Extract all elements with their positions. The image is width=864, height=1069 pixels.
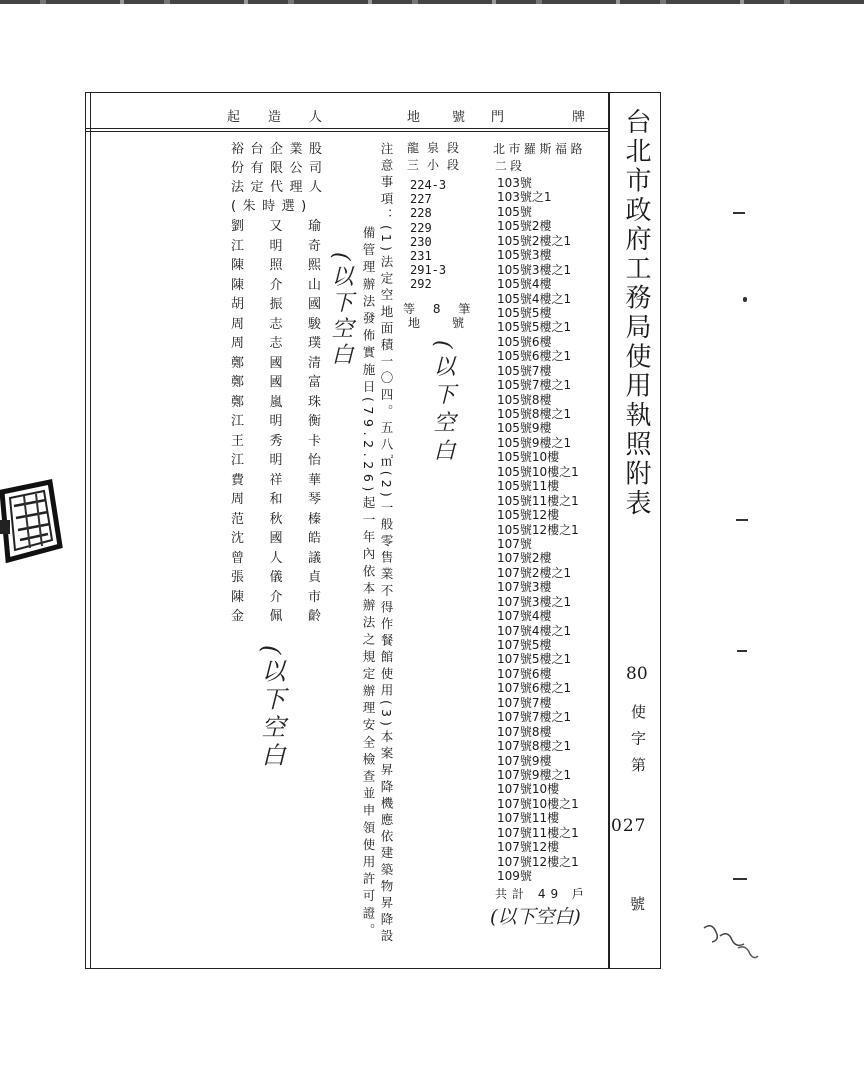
margin-mark [743, 297, 747, 302]
address-unit-line: 107號2樓之1 [497, 565, 572, 580]
builder-name: 費祥華 [231, 472, 347, 488]
address-unit-line: 105號2樓之1 [497, 233, 572, 248]
builder-name: 江明怡 [231, 453, 347, 468]
company-line: 份有限公司 [231, 161, 329, 176]
address-unit-line: 105號4樓 [497, 277, 552, 292]
license-suffix: 號 [630, 895, 646, 913]
address-unit-line: 107號4樓 [497, 609, 552, 624]
address-unit-line: 105號7樓 [497, 363, 552, 378]
address-unit-line: 105號10樓 [497, 450, 560, 465]
address-unit-line: 105號10樓之1 [497, 464, 579, 479]
address-unit-line: 107號8樓之1 [497, 739, 572, 754]
address-unit-line: 107號7樓 [497, 695, 552, 710]
address-total: 共計 49 戶 [495, 887, 589, 901]
address-unit-line: 107號10樓之1 [497, 796, 579, 811]
address-unit-line: 105號5樓 [497, 305, 552, 320]
lot-number: 224-3 [410, 178, 447, 192]
address-unit-line: 107號3樓之1 [497, 594, 572, 609]
frame-inner-left-rule [90, 92, 91, 968]
builder-name: 鄭國清 [231, 355, 347, 371]
lot-section-line: 龍泉段 [407, 141, 468, 155]
address-unit-line: 105號12樓之1 [497, 522, 579, 537]
builder-name: 周志璞 [231, 336, 347, 351]
builder-blank-note: (以下空白 [257, 645, 285, 771]
builder-name: 江明衡 [231, 414, 347, 429]
lot-number: 227 [410, 192, 432, 207]
address-unit-line: 105號9樓之1 [497, 435, 572, 450]
builder-name: 鄭國富 [231, 375, 347, 390]
builder-name: 江明奇 [231, 238, 347, 254]
lot-number: 291-3 [410, 263, 447, 278]
notes-blank-note: (以下空白 [328, 252, 353, 369]
notes-column-2: 備管理辦法發佈實施日(79.2.26)起一年內依本辦法之規定辦理安全檢查並申領使用許可證。 [361, 226, 376, 941]
address-unit-line: 107號 [497, 536, 532, 551]
builder-name: 胡振國 [231, 297, 347, 312]
builder-name-list [231, 217, 347, 627]
address-unit-line: 107號8樓 [497, 724, 552, 739]
address-unit-line: 105號12樓 [497, 508, 560, 523]
builder-name: 范秋榛 [231, 511, 347, 527]
address-unit-line: 109號 [497, 869, 532, 883]
address-unit-line: 105號11樓 [497, 479, 560, 494]
lot-number-list [410, 178, 446, 292]
address-unit-line: 107號9樓之1 [497, 767, 572, 782]
company-line: 裕台企業股 [231, 142, 329, 157]
margin-mark [736, 519, 748, 521]
address-unit-line: 107號6樓 [497, 666, 552, 681]
lot-count: 等 8 筆 [403, 302, 478, 316]
address-unit-line: 105號6樓之1 [497, 349, 572, 364]
company-line: 法定代理人 [231, 180, 329, 195]
builder-name: 鄭嵐珠 [231, 394, 347, 410]
margin-mark [737, 650, 747, 652]
builder-name: 劉又瑜 [231, 219, 347, 234]
address-unit-line: 105號6樓 [497, 334, 552, 349]
address-unit-list [497, 176, 579, 883]
header-builder: 起造人 [227, 110, 351, 125]
address-unit-line: 105號8樓 [497, 392, 552, 407]
lot-blank-note: (以下空白 [430, 340, 455, 467]
address-unit-line: 107號10樓 [497, 782, 560, 797]
address-unit-line: 105號9樓 [497, 421, 552, 436]
header-rule [86, 128, 608, 129]
margin-mark [733, 878, 747, 880]
header-rule-second [86, 131, 608, 132]
builder-name: 沈國皓 [231, 531, 347, 546]
address-unit-line: 103號 [497, 176, 532, 190]
lot-number: 292 [410, 277, 432, 292]
builder-name: 金佩齡 [231, 609, 347, 624]
notes-column-1: 注意事項：(1)法定空地面積一〇四。五八㎡(2)一般零售業不得作餐館使用(3)本案昇降機應依建築物昇降設 [379, 142, 394, 946]
address-unit-line: 107號3樓 [497, 580, 552, 595]
address-unit-line: 105號8樓之1 [497, 407, 572, 421]
company-line: (朱時選) [231, 199, 313, 214]
license-number: 027 [611, 816, 647, 836]
address-unit-line: 105號11樓之1 [497, 493, 579, 508]
address-unit-line: 105號5樓之1 [497, 320, 572, 335]
builder-company [231, 140, 329, 216]
lot-count-label: 地號 [408, 316, 497, 330]
address-road: 北市羅斯福路 [493, 142, 587, 156]
builder-name: 陳介山 [231, 277, 347, 293]
address-unit-line: 107號6樓之1 [497, 681, 572, 696]
address-unit-line: 105號3樓之1 [497, 262, 572, 277]
address-unit-line: 107號12樓 [497, 840, 560, 855]
address-unit-line: 105號7樓之1 [497, 378, 572, 393]
address-unit-line: 107號5樓之1 [497, 652, 572, 667]
lot-section-list [407, 140, 467, 174]
address-unit-line: 107號12樓之1 [497, 854, 579, 869]
margin-scribble [698, 918, 764, 966]
license-year: 80 [626, 664, 648, 684]
builder-name: 陳照熙 [231, 258, 347, 273]
address-unit-line: 105號 [497, 204, 532, 219]
address-unit-line: 107號9樓 [497, 753, 552, 768]
address-section: 二段 [495, 159, 526, 173]
builder-name: 周志駿 [231, 316, 347, 332]
margin-mark [733, 212, 745, 214]
address-unit-line: 107號4樓之1 [497, 623, 572, 638]
document-title: 台北市政府工務局使用執照附表 [621, 108, 651, 519]
lot-section-line: 三小段 [407, 158, 468, 172]
header-lot-number: 地號 [407, 110, 498, 125]
address-unit-line: 105號4樓之1 [497, 291, 572, 306]
header-address: 門牌 [491, 110, 654, 125]
address-unit-line: 107號5樓 [497, 638, 552, 652]
lot-number: 228 [410, 206, 432, 221]
builder-name: 王秀卡 [231, 433, 347, 449]
address-unit-line: 107號2樓 [497, 551, 552, 566]
lot-number: 230 [410, 234, 432, 249]
address-unit-line: 103號之1 [497, 190, 552, 205]
scan-edge-line [0, 0, 864, 4]
builder-name: 陳介市 [231, 589, 347, 605]
lot-number: 229 [410, 220, 432, 235]
title-column-divider [608, 92, 610, 968]
address-unit-line: 107號11樓之1 [497, 825, 579, 840]
address-unit-line: 107號7樓之1 [497, 710, 572, 725]
address-unit-line: 107號11樓 [497, 811, 560, 826]
builder-name: 張儀貞 [231, 570, 347, 585]
lot-number: 231 [410, 248, 432, 263]
builder-name: 周和琴 [231, 492, 347, 507]
address-blank-note: (以下空白) [490, 906, 581, 928]
seal-stamp [0, 476, 64, 568]
builder-name: 曾人議 [231, 550, 347, 566]
address-unit-line: 105號2樓 [497, 219, 552, 234]
address-unit-line: 105號3樓 [497, 248, 552, 263]
license-prefix: 使字第 [629, 704, 647, 784]
